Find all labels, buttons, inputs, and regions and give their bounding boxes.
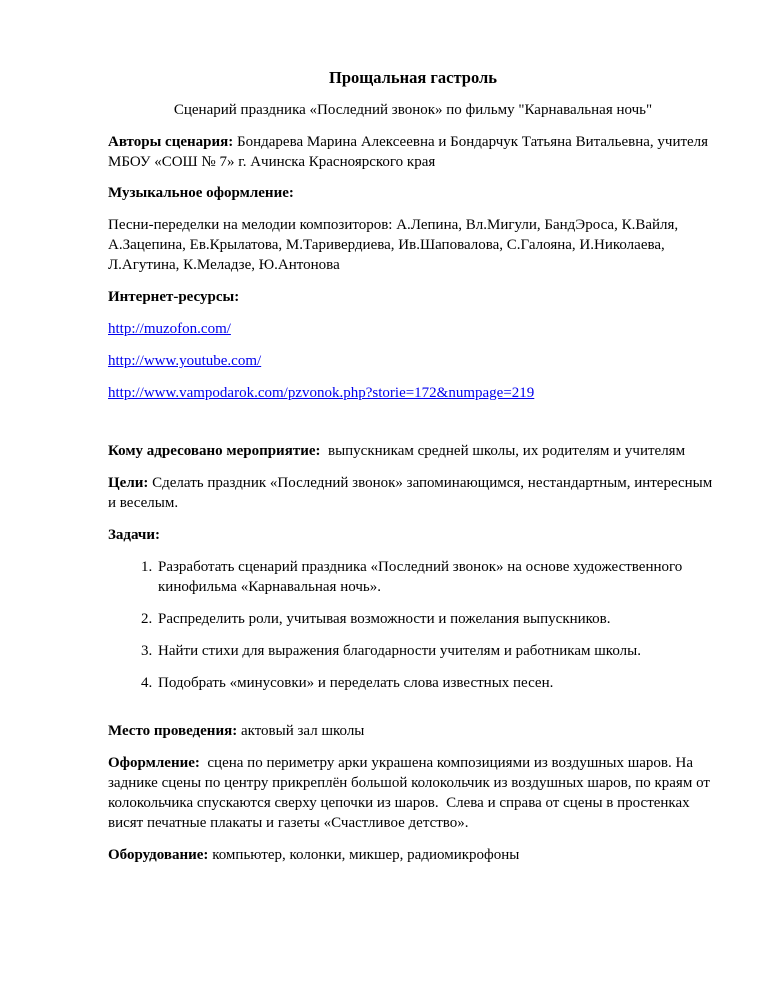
- document-content: [108, 0, 718, 865]
- link-item: [108, 383, 718, 403]
- goals-text: Сделать праздник «Последний звонок» запоминающимся, нестандартным, интересным и веселым.: [108, 475, 713, 511]
- internet-heading-text: Интернет-ресурсы:: [108, 289, 240, 305]
- authors-text: Бондарева Марина Алексеевна и Бондарчук Татьяна Витальевна, учителя МБОУ «СОШ № 7» г. Ачинска Красноярского края: [108, 134, 709, 170]
- venue-paragraph: [108, 721, 718, 741]
- equipment-label: Оборудование:: [108, 847, 209, 863]
- task-item: 1. Разработать сценарий праздника «Последний звонок» на основе художественного кинофильма «Карнавальная ночь».: [156, 557, 718, 597]
- task-item: 3. Найти стихи для выражения благодарности учителям и работникам школы.: [156, 641, 718, 661]
- equipment-paragraph: [108, 845, 718, 865]
- link-vampodarok[interactable]: http://www.vampodarok.com/pzvonok.php?storie=172&numpage=219: [108, 385, 535, 401]
- link-item: [108, 351, 718, 371]
- music-heading: [108, 183, 718, 203]
- decoration-label: Оформление:: [108, 755, 200, 771]
- tasks-heading-text: Задачи:: [108, 527, 161, 543]
- authors-paragraph: [108, 132, 718, 172]
- goals-label: Цели:: [108, 475, 149, 491]
- page-subtitle: Сценарий праздника «Последний звонок» по фильму "Карнавальная ночь": [173, 102, 653, 118]
- authors-label: Авторы сценария:: [108, 134, 234, 150]
- venue-label: Место проведения:: [108, 723, 238, 739]
- music-heading-text: Музыкальное оформление:: [108, 185, 294, 201]
- audience-paragraph: [108, 441, 718, 461]
- goals-paragraph: [108, 473, 718, 513]
- decoration-text: сцена по периметру арки украшена композициями из воздушных шаров. На заднике сцены по центру прикреплён большой колокольчик из воздушных шаров, по краям от колокольчика спускаются сверху цепочки из шаров. Слева и справа от сцены в простенках висят печатные плакаты и газеты «Счастливое детство».: [108, 755, 714, 831]
- link-item: [108, 319, 718, 339]
- equipment-text: компьютер, колонки, микшер, радиомикрофоны: [208, 847, 520, 863]
- tasks-list: [108, 557, 718, 693]
- task-item: 2. Распределить роли, учитывая возможности и пожелания выпускников.: [156, 609, 718, 629]
- venue-text: актовый зал школы: [237, 723, 365, 739]
- audience-label: Кому адресовано мероприятие:: [108, 443, 321, 459]
- link-youtube[interactable]: http://www.youtube.com/: [108, 353, 262, 369]
- tasks-heading: [108, 525, 718, 545]
- link-muzofon[interactable]: http://muzofon.com/: [108, 321, 231, 337]
- audience-text: выпускникам средней школы, их родителям и учителям: [320, 443, 686, 459]
- page-title: Прощальная гастроль: [329, 68, 497, 87]
- internet-heading: [108, 287, 718, 307]
- music-text: Песни-переделки на мелодии композиторов: А.Лепина, Вл.Мигули, БандЭроса, К.Вайля, А.Зацепина, Ев.Крылатова, М.Таривердиева, Ив.Шаповалова, С.Галояна, И.Николаева, Л.Агутина, К.Меладзе, Ю.Антонова: [108, 217, 679, 273]
- task-item: 4. Подобрать «минусовки» и переделать слова известных песен.: [156, 673, 718, 693]
- decoration-paragraph: [108, 753, 718, 833]
